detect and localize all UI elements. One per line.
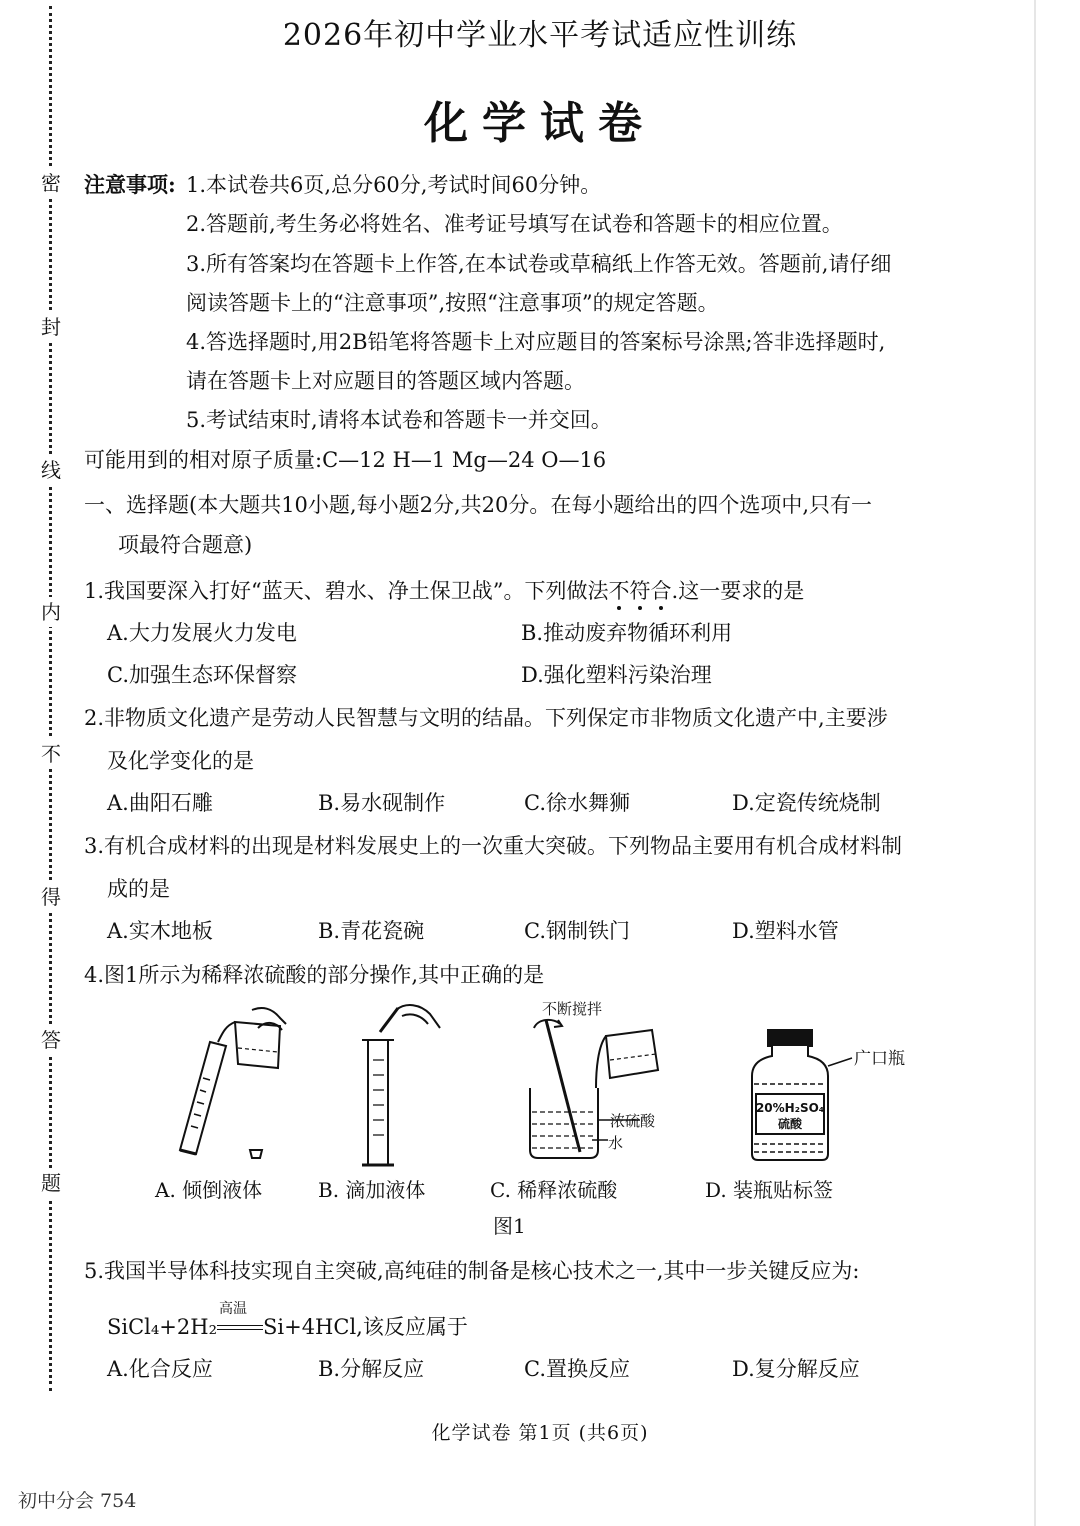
figure-1 (140, 1000, 940, 1180)
q5-option-b[interactable]: B.分解反应 (318, 1357, 425, 1381)
equation-left: SiCl₄+2H₂ (107, 1315, 217, 1339)
atomic-mass-line: 可能用到的相对原子质量:C—12 H—1 Mg—24 O—16 (84, 448, 607, 472)
water-label: 水 (608, 1134, 624, 1152)
notice-item: 4.答选择题时,用2B铅笔将答题卡上对应题目的答案标号涂黑;答非选择题时, (186, 330, 886, 354)
acid-label: 浓硫酸 (610, 1112, 656, 1130)
q2-option-a[interactable]: A.曲阳石雕 (107, 791, 213, 815)
seal-char: 密 (38, 168, 64, 198)
q1-option-c[interactable]: C.加强生态环保督察 (107, 663, 297, 687)
seal-char: 线 (38, 455, 64, 485)
q1-option-d[interactable]: D.强化塑料污染治理 (521, 663, 712, 687)
seal-char: 封 (38, 312, 64, 342)
q4-option-c[interactable]: C. 稀释浓硫酸 (490, 1178, 618, 1202)
q1-option-b[interactable]: B.推动废弃物循环利用 (521, 621, 733, 645)
q1-option-a[interactable]: A.大力发展火力发电 (107, 621, 297, 645)
q4-option-b[interactable]: B. 滴加液体 (318, 1178, 426, 1202)
q3-option-b[interactable]: B.青花瓷碗 (318, 919, 425, 943)
section-heading-cont: 项最符合题意) (118, 533, 253, 557)
seal-char: 内 (38, 597, 64, 627)
bottle-tag-bottom: 硫酸 (777, 1117, 803, 1131)
equation-right: Si+4HCl,该反应属于 (263, 1315, 468, 1339)
q5-option-d[interactable]: D.复分解反应 (732, 1357, 860, 1381)
q2-option-d[interactable]: D.定瓷传统烧制 (732, 791, 881, 815)
notice-item: 1.本试卷共6页,总分60分,考试时间60分钟。 (186, 173, 602, 197)
q5-option-c[interactable]: C.置换反应 (524, 1357, 630, 1381)
figure-caption: 图1 (493, 1214, 526, 1238)
bottle-label: 广口瓶 (854, 1049, 905, 1069)
q3-option-a[interactable]: A.实木地板 (107, 919, 213, 943)
question-2-stem: 2.非物质文化遗产是劳动人民智慧与文明的结晶。下列保定市非物质文化遗产中,主要涉 (84, 706, 888, 730)
q3-option-c[interactable]: C.钢制铁门 (524, 919, 630, 943)
q4-option-a[interactable]: A. 倾倒液体 (155, 1178, 263, 1202)
question-5-stem: 5.我国半导体科技实现自主突破,高纯硅的制备是核心技术之一,其中一步关键反应为: (84, 1259, 860, 1283)
question-4-stem: 4.图1所示为稀释浓硫酸的部分操作,其中正确的是 (84, 963, 545, 987)
stir-label: 不断搅拌 (542, 1000, 603, 1018)
page-edge (1034, 0, 1036, 1526)
equation-arrow (217, 1300, 263, 1339)
q5-option-a[interactable]: A.化合反应 (107, 1357, 213, 1381)
seal-char: 答 (38, 1025, 64, 1055)
bottle-tag-top: 20%H₂SO₄ (755, 1101, 825, 1115)
notice-item: 2.答题前,考生务必将姓名、准考证号填写在试卷和答题卡的相应位置。 (186, 212, 843, 236)
seal-char: 题 (38, 1168, 64, 1198)
q2-option-c[interactable]: C.徐水舞狮 (524, 791, 630, 815)
figure-a-pouring (180, 1008, 286, 1158)
notice-item: 3.所有答案均在答题卡上作答,在本试卷或草稿纸上作答无效。答题前,请仔细 (186, 252, 892, 276)
section-heading: 一、选择题(本大题共10小题,每小题2分,共20分。在每小题给出的四个选项中,只有一 (84, 493, 873, 517)
watermark-text: 初中分会 754 (18, 1490, 137, 1512)
question-3-stem: 3.有机合成材料的出现是材料发展史上的一次重大突破。下列物品主要用有机合成材料制 (84, 834, 903, 858)
page-footer: 化学试卷 第1页 (共6页) (431, 1422, 649, 1444)
figure-d-bottle (752, 1030, 852, 1160)
question-1-stem: 1.我国要深入打好“蓝天、碧水、净土保卫战”。下列做法不符合 .这一要求的是 (84, 576, 804, 606)
question-2-stem-cont: 及化学变化的是 (107, 749, 254, 773)
notice-item: 请在答题卡上对应题目的答题区域内答题。 (186, 369, 585, 393)
q2-option-b[interactable]: B.易水砚制作 (318, 791, 446, 815)
figure-b-dropping (362, 1005, 440, 1165)
q3-option-d[interactable]: D.塑料水管 (732, 919, 839, 943)
subject-title: 化学试卷 (424, 98, 656, 149)
notice-item: 阅读答题卡上的“注意事项”,按照“注意事项”的规定答题。 (186, 291, 719, 315)
seal-char: 得 (38, 882, 64, 912)
notice-item: 5.考试结束时,请将本试卷和答题卡一并交回。 (186, 408, 612, 432)
emphasis-text: 不符合 (609, 579, 672, 603)
equation-condition: 高温 (219, 1300, 247, 1317)
exam-title: 2026年初中学业水平考试适应性训练 (282, 18, 798, 53)
question-3-stem-cont: 成的是 (107, 877, 170, 901)
q4-option-d[interactable]: D. 装瓶贴标签 (705, 1178, 834, 1202)
seal-char: 不 (38, 739, 64, 769)
figure-c-dilution (530, 1020, 658, 1158)
notice-label: 注意事项: (84, 172, 176, 197)
q5-equation (107, 1300, 468, 1342)
